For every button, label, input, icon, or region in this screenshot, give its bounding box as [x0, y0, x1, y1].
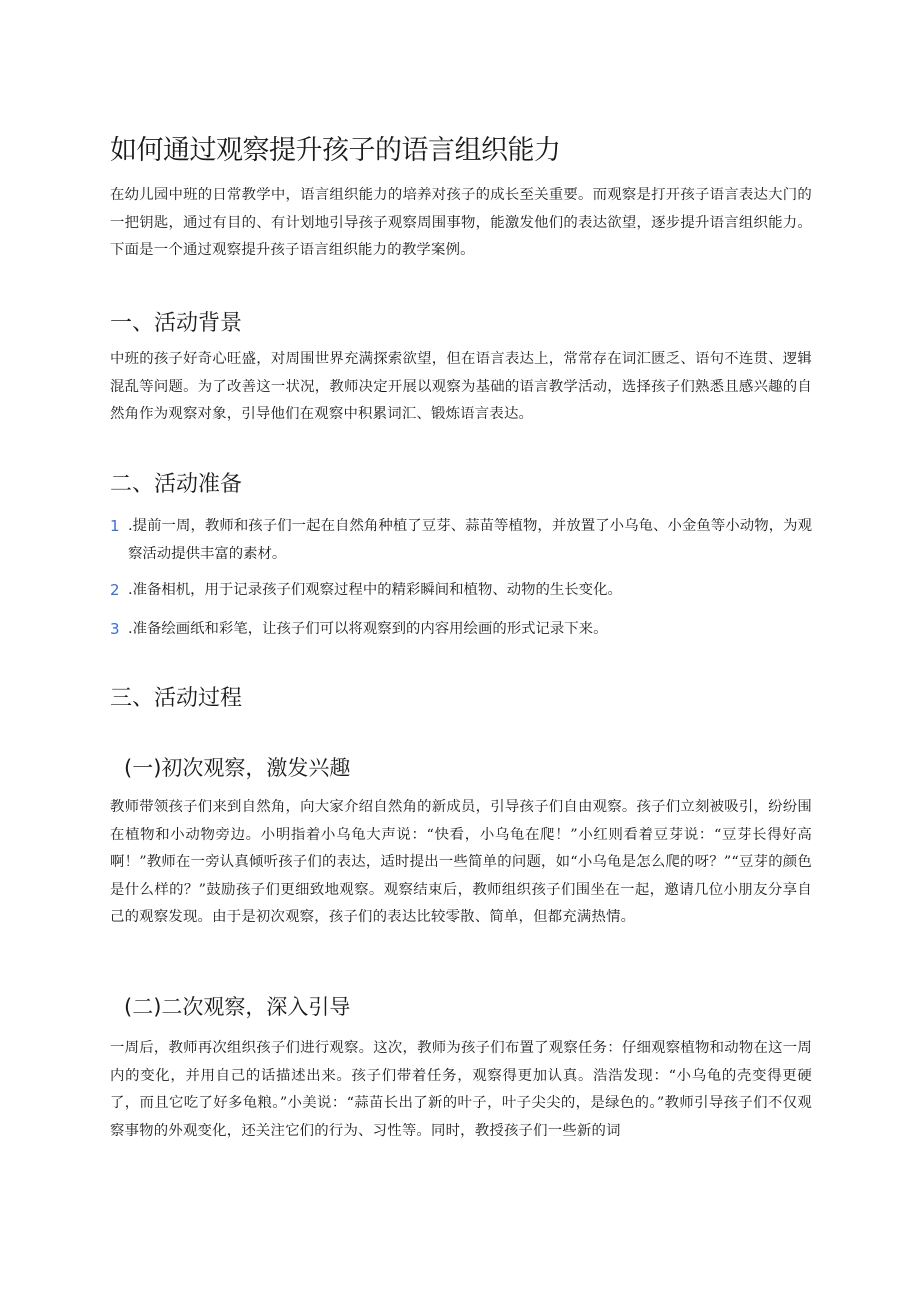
section-heading-preparation: 二、活动准备 [110, 472, 243, 497]
list-number: 1 [110, 517, 120, 535]
background-paragraph: 中班的孩子好奇心旺盛，对周围世界充满探索欲望，但在语言表达上，常常存在词汇匮乏、语句不连贯、逻辑混乱等问题。为了改善这一状况，教师决定开展以观察为基础的语言教学活动，选择孩子们熟悉且感兴趣的自然角作为观察对象，引导他们在观察中积累词汇、锻炼语言表达。 [110, 351, 812, 422]
list-number: 2 [110, 581, 120, 599]
list-item-text: .准备相机，用于记录孩子们观察过程中的精彩瞬间和植物、动物的生长变化。 [128, 582, 622, 598]
document-title: 如何通过观察提升孩子的语言组织能力 [110, 135, 561, 166]
section-heading-background: 一、活动背景 [110, 311, 243, 336]
intro-paragraph: 在幼儿园中班的日常教学中，语言组织能力的培养对孩子的成长至关重要。而观察是打开孩子语言表达大门的一把钥匙，通过有目的、有计划地引导孩子观察周围事物，能激发他们的表达欲望，逐步提升语言组织能力。下面是一个通过观察提升孩子语言组织能力的教学案例。 [110, 187, 812, 258]
section-heading-process: 三、活动过程 [110, 686, 243, 711]
subsection-heading-first-observation: (一)初次观察，激发兴趣 [124, 756, 351, 780]
second-observation-paragraph: 一周后，教师再次组织孩子们进行观察。这次，教师为孩子们布置了观察任务：仔细观察植物和动物在这一周内的变化，并用自己的话描述出来。孩子们带着任务，观察得更加认真。浩浩发现：“小乌龟的壳变得更硬了，而且它吃了好多龟粮。”小美说：“蒜苗长出了新的叶子，叶子尖尖的，是绿色的。”教师引导孩子们不仅观察事物的外观变化，还关注它们的行为、习性等。同时，教授孩子们一些新的词 [110, 1040, 812, 1139]
first-observation-paragraph: 教师带领孩子们来到自然角，向大家介绍自然角的新成员，引导孩子们自由观察。孩子们立刻被吸引，纷纷围在植物和小动物旁边。小明指着小乌龟大声说：“快看，小乌龟在爬！”小红则看着豆芽说：“豆芽长得好高啊！”教师在一旁认真倾听孩子们的表达，适时提出一些简单的问题，如“小乌龟是怎么爬的呀？”“豆芽的颜色是什么样的？”鼓励孩子们更细致地观察。观察结束后，教师组织孩子们围坐在一起，邀请几位小朋友分享自己的观察发现。由于是初次观察，孩子们的表达比较零散、简单，但都充满热情。 [110, 799, 812, 925]
list-item-text: .提前一周，教师和孩子们一起在自然角种植了豆芽、蒜苗等植物，并放置了小乌龟、小金鱼等小动物，为观察活动提供丰富的素材。 [128, 518, 812, 562]
list-number: 3 [110, 620, 120, 638]
list-item-text: .准备绘画纸和彩笔，让孩子们可以将观察到的内容用绘画的形式记录下来。 [128, 621, 608, 637]
subsection-heading-second-observation: (二)二次观察，深入引导 [124, 995, 351, 1019]
